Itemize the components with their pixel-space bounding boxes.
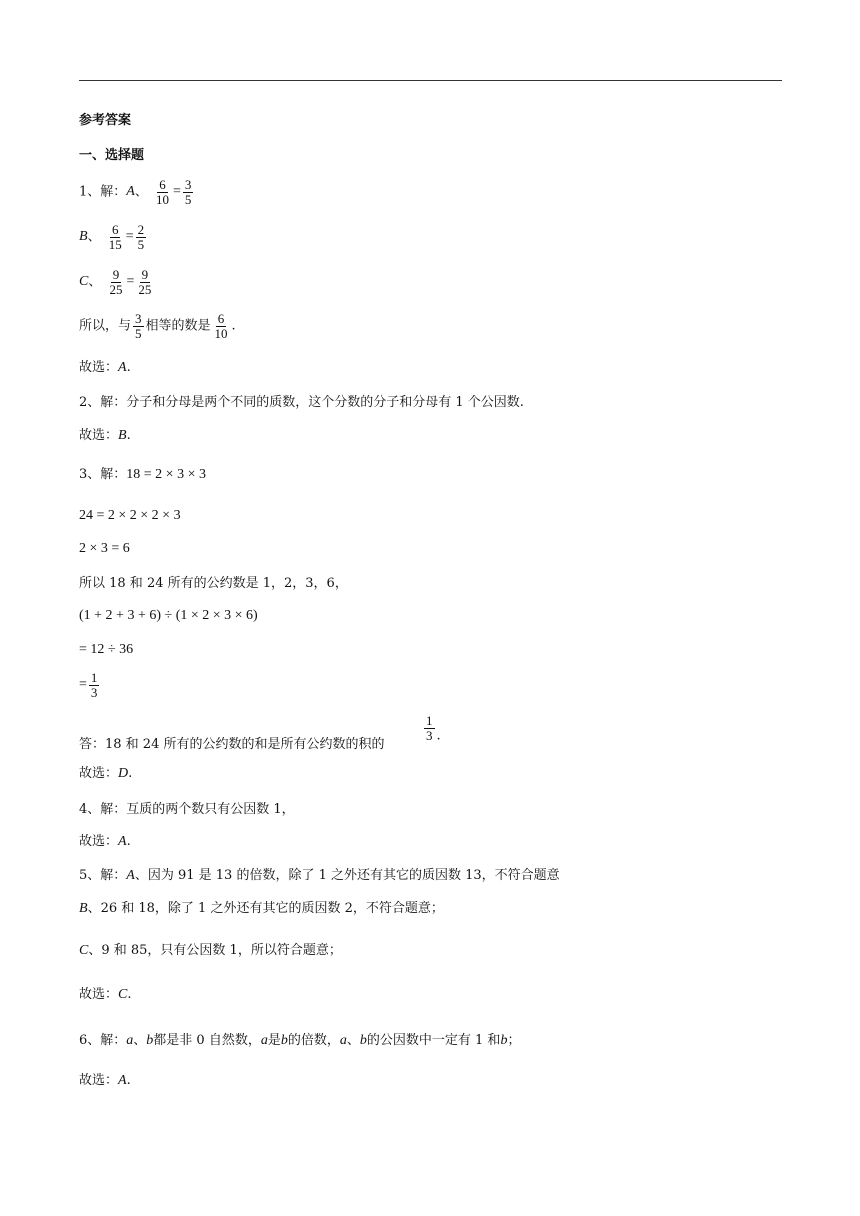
q3-line-5: (1 + 2 + 3 + 6) ÷ (1 × 2 × 3 × 6) xyxy=(79,608,258,623)
q6-solution: 6、解：a、b都是非 0 自然数，a是b的倍数，a、b的公因数中一定有 1 和b； xyxy=(79,1033,521,1048)
fraction: $\frac{1}{3}$ xyxy=(426,713,433,743)
q2-solution: 2、解：分子和分母是两个不同的质数，这个分数的分子和分母有 1 个公因数. xyxy=(79,395,524,410)
fraction: $\frac{3}{5}$ xyxy=(135,311,142,341)
q5-answer: 故选：C. xyxy=(79,987,132,1002)
section-heading: 一、选择题 xyxy=(79,148,145,163)
q5-line-b: B、26 和 18，除了 1 之外还有其它的质因数 2，不符合题意； xyxy=(79,901,444,916)
q5-line-a: 5、解：A、因为 91 是 13 的倍数，除了 1 之外还有其它的质因数 13，不符合题意 xyxy=(79,868,560,883)
q3-conclusion: 答：18 和 24 所有的公约数的和是所有公约数的积的 xyxy=(79,737,385,752)
fraction: $\frac{9}{25}$ xyxy=(138,267,152,297)
q1-line-a: 1、解：A、 $\frac{6}{10}$ = $\frac{3}{5}$ xyxy=(79,177,192,207)
page-title: 参考答案 xyxy=(79,113,132,128)
q1-line-b: B、 $\frac{6}{15}$ = $\frac{2}{5}$ xyxy=(79,222,145,252)
fraction: $\frac{6}{15}$ xyxy=(108,222,122,252)
q2-answer: 故选：B. xyxy=(79,428,131,443)
q1-line-c: C、 $\frac{9}{25}$ = $\frac{9}{25}$ xyxy=(79,267,152,297)
q3-line-3: 2 × 3 = 6 xyxy=(79,541,130,556)
fraction: $\frac{2}{5}$ xyxy=(137,222,145,252)
q3-line-1: 3、解：18 = 2 × 3 × 3 xyxy=(79,467,206,482)
q3-line-7: = $\frac{1}{3}$ xyxy=(79,670,98,700)
fraction: $\frac{9}{25}$ xyxy=(109,267,123,297)
q5-line-c: C、9 和 85，只有公因数 1，所以符合题意； xyxy=(79,943,342,958)
fraction: $\frac{1}{3}$ xyxy=(90,670,98,700)
q3-conclusion-fraction: $\frac{1}{3}$ . xyxy=(426,713,441,744)
q3-line-6: = 12 ÷ 36 xyxy=(79,642,134,657)
q1-answer: 故选：A. xyxy=(79,360,131,375)
fraction: $\frac{3}{5}$ xyxy=(184,177,192,207)
q6-answer: 故选：A. xyxy=(79,1073,131,1088)
q1-conclusion: 所以，与 $\frac{3}{5}$ 相等的数是 $\frac{6}{10}$ . xyxy=(79,311,236,341)
fraction: $\frac{6}{10}$ xyxy=(156,177,169,207)
q3-line-2: 24 = 2 × 2 × 2 × 3 xyxy=(79,508,181,523)
q4-solution: 4、解：互质的两个数只有公因数 1， xyxy=(79,802,295,817)
q3-line-4: 所以 18 和 24 所有的公约数是 1，2，3，6， xyxy=(79,576,348,591)
header-rule xyxy=(79,80,782,81)
fraction: $\frac{6}{10}$ xyxy=(214,311,228,341)
q4-answer: 故选：A. xyxy=(79,834,131,849)
q3-answer: 故选：D. xyxy=(79,766,133,781)
